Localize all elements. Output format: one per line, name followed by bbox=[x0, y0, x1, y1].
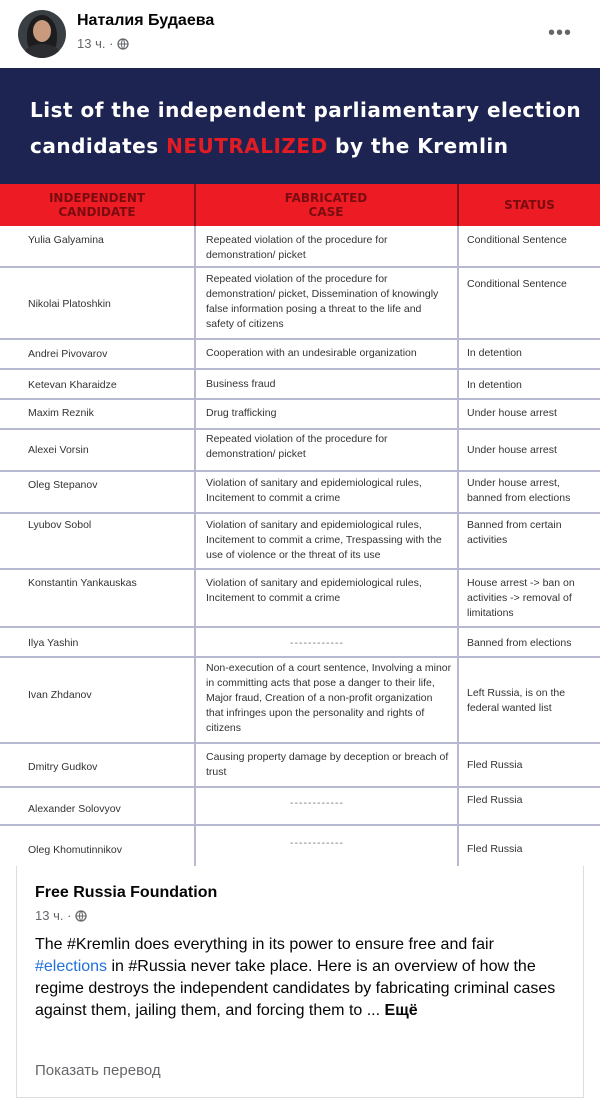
candidate-status: Under house arrest, banned from elections bbox=[467, 477, 571, 504]
show-translation-link[interactable]: Показать перевод bbox=[35, 1062, 161, 1079]
table-row bbox=[0, 268, 600, 340]
source-name[interactable]: Free Russia Foundation bbox=[35, 884, 218, 901]
fabricated-case: Causing property damage by deception or breach of trust bbox=[206, 751, 449, 778]
fabricated-case: Violation of sanitary and epidemiological rules, Incitement to commit a crime bbox=[206, 477, 422, 504]
candidate-name: Ivan Zhdanov bbox=[28, 689, 92, 701]
candidate-status: Left Russia, is on the federal wanted list bbox=[467, 687, 566, 714]
candidate-status: House arrest -> ban on activities -> removal of limitations bbox=[467, 577, 575, 619]
fabricated-case: Repeated violation of the procedure for demonstration/ picket bbox=[206, 234, 388, 261]
header-status: STATUS bbox=[504, 198, 555, 212]
infographic-banner bbox=[0, 68, 600, 184]
fabricated-case: ------------ bbox=[290, 837, 344, 849]
candidate-status: Fled Russia bbox=[467, 843, 523, 855]
fabricated-case: Repeated violation of the procedure for demonstration/ picket bbox=[206, 433, 388, 460]
candidate-status: In detention bbox=[467, 347, 522, 359]
fabricated-case: Violation of sanitary and epidemiological rules, Incitement to commit a crime bbox=[206, 577, 422, 604]
candidate-name: Ilya Yashin bbox=[28, 637, 79, 649]
source-meta bbox=[35, 908, 87, 923]
candidate-name: Dmitry Gudkov bbox=[28, 761, 98, 773]
shared-post-card[interactable] bbox=[16, 866, 584, 1098]
fabricated-case: Cooperation with an undesirable organization bbox=[206, 347, 417, 359]
globe-icon bbox=[75, 910, 87, 922]
table-row bbox=[0, 340, 600, 370]
more-horizontal-icon[interactable]: ••• bbox=[547, 22, 572, 44]
candidate-status: Fled Russia bbox=[467, 759, 523, 771]
fabricated-case: ------------ bbox=[290, 797, 344, 809]
table-row bbox=[0, 788, 600, 826]
candidate-status: Under house arrest bbox=[467, 444, 557, 456]
table-row bbox=[0, 400, 600, 430]
candidate-status: Banned from elections bbox=[467, 637, 572, 649]
candidate-name: Oleg Khomutinnikov bbox=[28, 844, 122, 856]
candidate-status: Conditional Sentence bbox=[467, 278, 567, 290]
candidate-name: Andrei Pivovarov bbox=[28, 348, 108, 360]
candidate-name: Konstantin Yankauskas bbox=[28, 577, 137, 589]
candidate-name: Alexei Vorsin bbox=[28, 444, 89, 456]
candidate-name: Nikolai Platoshkin bbox=[28, 298, 111, 310]
fabricated-case: Business fraud bbox=[206, 378, 276, 390]
source-time[interactable]: 13 ч. · bbox=[35, 908, 72, 923]
header-case: FABRICATED CASE bbox=[284, 191, 368, 219]
post-text: The #Kremlin does everything in its power to ensure free and fair #elections in #Russia never take place. Here is an overview of how the regime destroys the independent candidates by fabricating criminal cases against them, jailing them, and forcing them to ... Ещё bbox=[35, 936, 556, 1019]
table-row bbox=[0, 226, 600, 268]
highlight-word: NEUTRALIZED bbox=[166, 134, 328, 158]
candidate-status: Under house arrest bbox=[467, 407, 557, 419]
fabricated-case: Repeated violation of the procedure for demonstration/ picket, Dissemination of knowingly false information posing a threat to the life and safety of citizens bbox=[206, 273, 439, 330]
table-row bbox=[0, 570, 600, 628]
candidate-name: Oleg Stepanov bbox=[28, 479, 98, 491]
candidate-name: Maxim Reznik bbox=[28, 407, 94, 419]
fabricated-case: Non-execution of a court sentence, Involving a minor in committing acts that pose a danger to their life, Major fraud, Creation of a non-profit organization that infringes upon the personality and rights of citizens bbox=[206, 662, 452, 734]
author-name[interactable]: Наталия Будаева bbox=[77, 12, 215, 29]
candidate-status: In detention bbox=[467, 379, 522, 391]
candidate-status: Banned from certain activities bbox=[467, 519, 562, 546]
header-candidate: INDEPENDENT CANDIDATE bbox=[48, 191, 146, 219]
post-header bbox=[0, 0, 600, 68]
header-divider bbox=[457, 184, 459, 226]
post-time[interactable]: 13 ч. · bbox=[77, 36, 114, 51]
candidate-name: Alexander Solovyov bbox=[28, 803, 121, 815]
banner-title-line2: candidates NEUTRALIZED by the Kremlin bbox=[30, 134, 509, 158]
header-divider bbox=[194, 184, 196, 226]
table-row bbox=[0, 370, 600, 400]
table-row bbox=[0, 472, 600, 514]
table-row bbox=[0, 628, 600, 658]
banner-title-line1: List of the independent parliamentary election bbox=[30, 98, 582, 122]
see-more-link[interactable]: Ещё bbox=[384, 1002, 418, 1019]
avatar[interactable] bbox=[18, 10, 66, 58]
table-row bbox=[0, 514, 600, 570]
candidate-name: Lyubov Sobol bbox=[28, 519, 92, 531]
post-meta bbox=[77, 36, 129, 51]
fabricated-case: ------------ bbox=[290, 637, 344, 649]
candidate-name: Ketevan Kharaidze bbox=[28, 379, 117, 391]
hashtag-link[interactable]: #elections bbox=[35, 958, 108, 975]
table-row bbox=[0, 744, 600, 788]
candidate-status: Conditional Sentence bbox=[467, 234, 567, 246]
table-row bbox=[0, 658, 600, 744]
table-row bbox=[0, 826, 600, 866]
fabricated-case: Violation of sanitary and epidemiological rules, Incitement to commit a crime, Trespassing with the use of violence or the threat of its use bbox=[206, 519, 442, 561]
infographic-image[interactable] bbox=[0, 68, 600, 866]
table-header bbox=[0, 184, 600, 226]
candidate-status: Fled Russia bbox=[467, 794, 523, 806]
table-row bbox=[0, 430, 600, 472]
globe-icon bbox=[117, 38, 129, 50]
candidate-name: Yulia Galyamina bbox=[28, 234, 104, 246]
fabricated-case: Drug trafficking bbox=[206, 407, 277, 419]
